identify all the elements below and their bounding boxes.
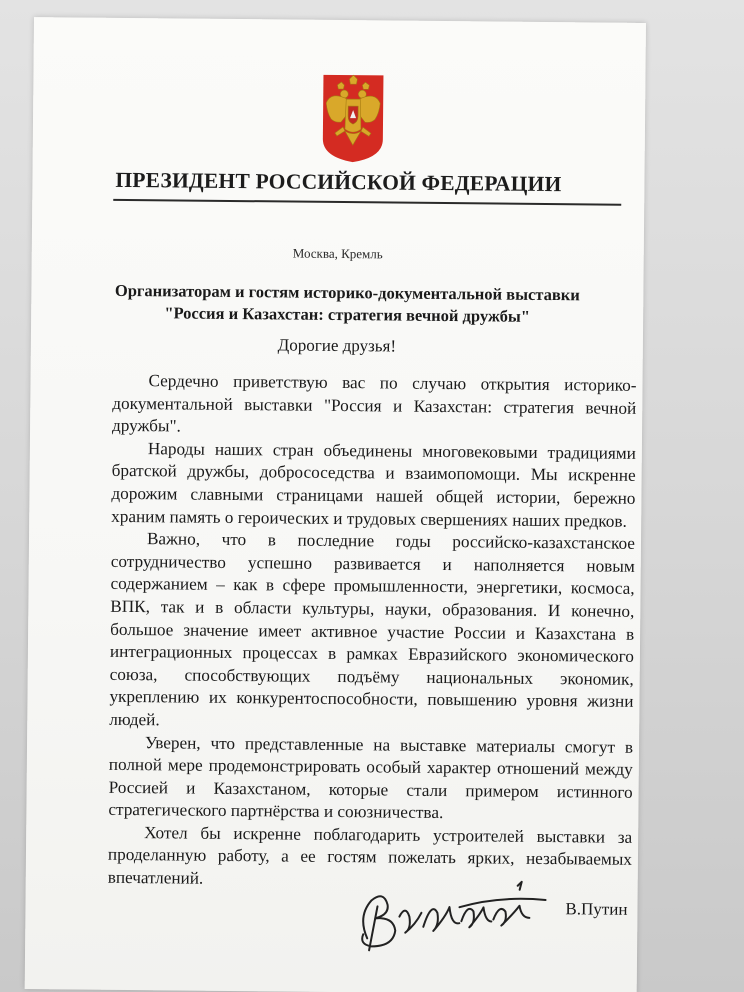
paragraph: Хотел бы искренне поблагодарить устроителей выставки за проделанную работу, а ее гостям пожелать ярких, незабываемых впечатлений. [107,823,633,888]
addressee-line-2: "Россия и Казахстан: стратегия вечной дружбы" [164,303,531,326]
paragraph: Важно, что в последние годы российско-казахстанское сотрудничество успешно развивается и наполняется новым содержанием – как в сфере промышленности, энергетики, космоса, ВПК, так и в области культуры, науки, образования. И конечно, большое значение имеет активное участие России и Казахстана в интеграционных процессах в рамках Евразийского экономического союза, способствующих подъёму национальных экономик, укреплению их конкурентоспособности, повышению уровня жизни людей. [109,529,636,730]
russian-coat-of-arms-icon [321,73,386,164]
letter-sheet [25,17,646,992]
paragraph: Уверен, что представленные на выставке материалы смогут в полной мере продемонстрировать особый характер отношений между Россией и Казахстаном, которые стали примером истинного стратегического партнёрства и союзничества. [108,732,634,823]
letterhead-title: ПРЕЗИДЕНТ РОССИЙСКОЙ ФЕДЕРАЦИИ [115,167,562,197]
letter-body [108,370,637,895]
paragraph: Народы наших стран объединены многовековыми традициями братской дружбы, добрососедства и взаимопомощи. Мы искренне дорожим славными страницами нашей общей истории, бережно храним память о героических и трудовых свершениях наших предков. [111,438,636,531]
signer-name: В.Путин [565,899,628,919]
addressee [91,280,603,329]
addressee-line-1: Организаторам и гостям историко-документальной выставки [114,280,580,305]
location-line: Москва, Кремль [292,245,383,262]
handwritten-signature-icon [349,876,556,960]
salutation: Дорогие друзья! [277,335,397,356]
letterhead-divider [113,199,621,206]
paragraph: Сердечно приветствую вас по случаю открытия историко-документальной выставки "Россия и Казахстан: стратегия вечной дружбы". [112,371,637,436]
